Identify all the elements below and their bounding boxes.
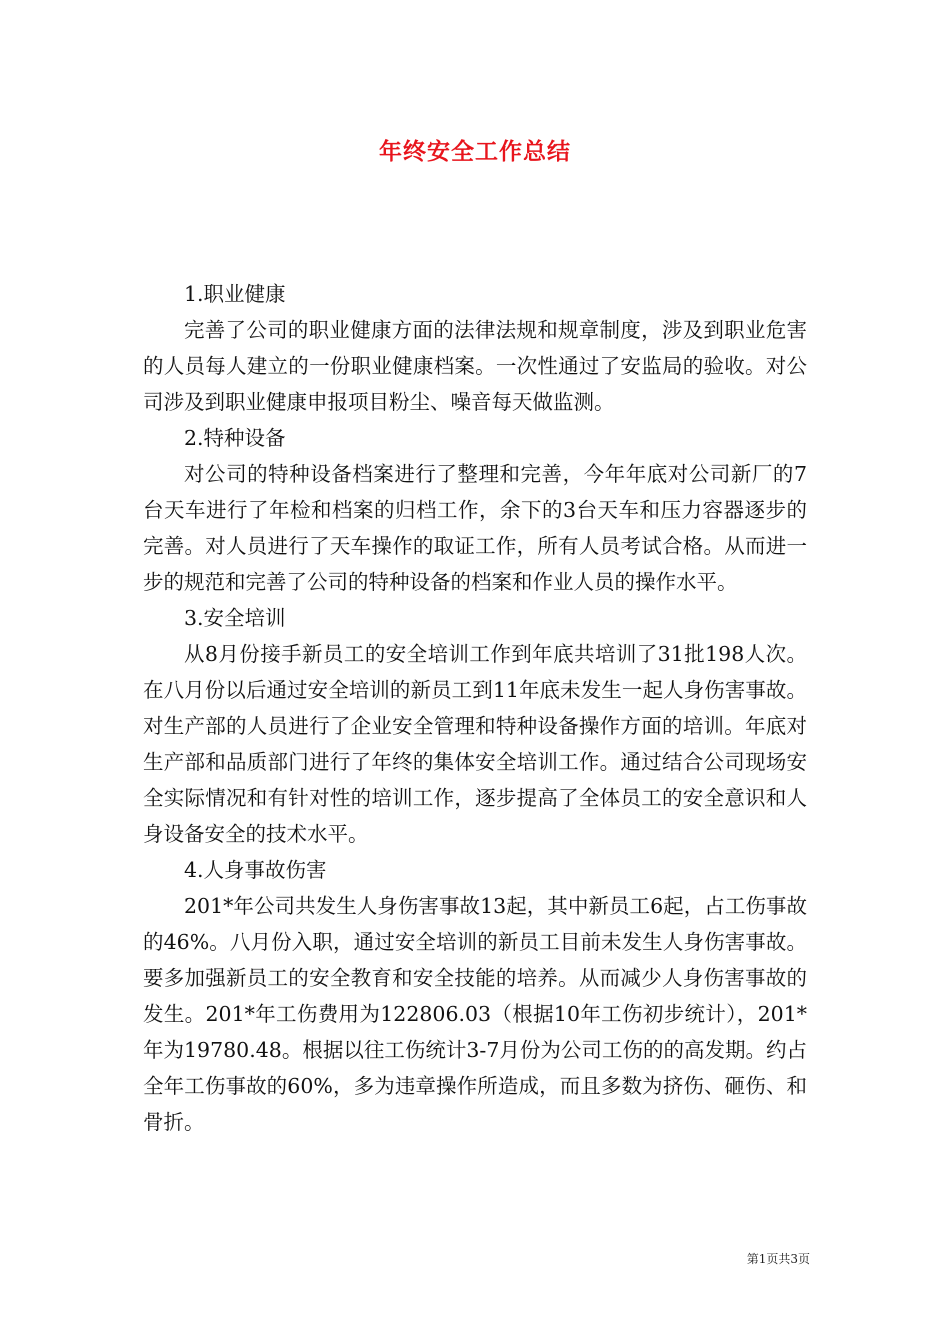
section-heading: 2.特种设备 (184, 426, 286, 450)
section-heading: 4.人身事故伤害 (184, 858, 327, 882)
section-heading: 3.安全培训 (184, 606, 286, 630)
page-number-footer: 第1页共3页 (746, 1252, 810, 1266)
paragraph: 对公司的特种设备档案进行了整理和完善，今年年底对公司新厂的7台天车进行了年检和档案的归档工作，余下的3台天车和压力容器逐步的完善。对人员进行了天车操作的取证工作，所有人员考试合格。从而进一步的规范和完善了公司的特种设备的档案和作业人员的操作水平。 (143, 462, 807, 594)
section-heading: 1.职业健康 (184, 282, 286, 306)
paragraph: 完善了公司的职业健康方面的法律法规和规章制度，涉及到职业危害的人员每人建立的一份职业健康档案。一次性通过了安监局的验收。对公司涉及到职业健康申报项目粉尘、噪音每天做监测。 (143, 318, 807, 414)
document-title: 年终安全工作总结 (379, 139, 571, 165)
paragraph: 从8月份接手新员工的安全培训工作到年底共培训了31批198人次。在八月份以后通过安全培训的新员工到11年底未发生一起人身伤害事故。对生产部的人员进行了企业安全管理和特种设备操作方面的培训。年底对生产部和品质部门进行了年终的集体安全培训工作。通过结合公司现场安全实际情况和有针对性的培训工作，逐步提高了全体员工的安全意识和人身设备安全的技术水平。 (143, 642, 807, 846)
document-body (143, 276, 807, 1140)
paragraph: 201*年公司共发生人身伤害事故13起，其中新员工6起，占工伤事故的46%。八月份入职，通过安全培训的新员工目前未发生人身伤害事故。要多加强新员工的安全教育和安全技能的培养。从而减少人身伤害事故的发生。201*年工伤费用为122806.03（根据10年工伤初步统计），201*年为19780.48。根据以往工伤统计3-7月份为公司工伤的的高发期。约占全年工伤事故的60%，多为违章操作所造成，而且多数为挤伤、砸伤、和骨折。 (143, 894, 807, 1134)
